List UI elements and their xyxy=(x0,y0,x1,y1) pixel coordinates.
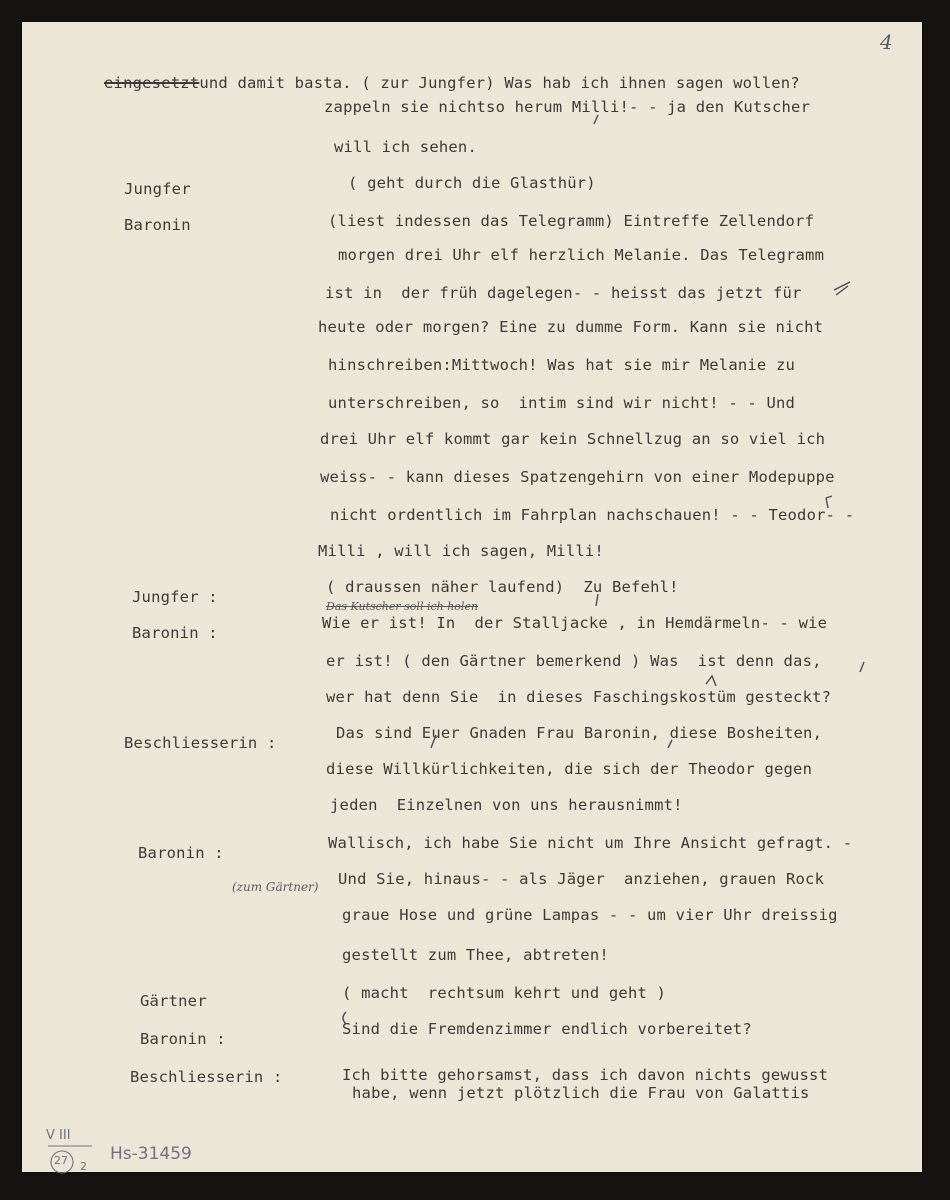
dialogue-line: weiss- - kann dieses Spatzengehirn von einer Modepuppe xyxy=(320,468,835,486)
speaker-name: Jungfer : xyxy=(132,588,218,606)
margin-note: (zum Gärtner) xyxy=(232,880,319,894)
archive-id: Hs-31459 xyxy=(110,1144,192,1164)
dialogue-line: eingesetztund damit basta. ( zur Jungfer) Was hab ich ihnen sagen wollen? xyxy=(104,74,800,92)
dialogue-line: gestellt zum Thee, abtreten! xyxy=(342,946,609,964)
speaker-name: Baronin : xyxy=(138,844,224,862)
dialogue-line: morgen drei Uhr elf herzlich Melanie. Das Telegramm xyxy=(338,246,825,264)
struck-word: eingesetzt xyxy=(104,74,200,92)
dialogue-line: Und Sie, hinaus- - als Jäger anziehen, grauen Rock xyxy=(338,870,825,888)
dialogue-line: Milli , will ich sagen, Milli! xyxy=(318,542,604,560)
speaker-name: Baronin : xyxy=(132,624,218,642)
dialogue-line: hinschreiben:Mittwoch! Was hat sie mir Melanie zu xyxy=(328,356,796,374)
dialogue-line: Das sind Euer Gnaden Frau Baronin, diese Bosheiten, xyxy=(336,724,823,742)
dialogue-line: er ist! ( den Gärtner bemerkend ) Was ist denn das, xyxy=(326,652,822,670)
signature-mark: 2 xyxy=(80,1160,87,1173)
dialogue-line: will ich sehen. xyxy=(334,138,477,156)
dialogue-line: wer hat denn Sie in dieses Faschingskostüm gesteckt? xyxy=(326,688,832,706)
dialogue-line: heute oder morgen? Eine zu dumme Form. Kann sie nicht xyxy=(318,318,824,336)
signature-mark: V III xyxy=(46,1128,71,1143)
dialogue-line: ist in der früh dagelegen- - heisst das jetzt für xyxy=(325,284,802,302)
page-number: 4 xyxy=(880,30,893,54)
signature-mark: 27 xyxy=(54,1154,68,1167)
stage-direction: ( draussen näher laufend) Zu Befehl! xyxy=(326,578,679,596)
dialogue-line: (liest indessen das Telegramm) Eintreffe Zellendorf xyxy=(328,212,815,230)
speaker-name: Jungfer xyxy=(124,180,191,198)
speaker-name: Gärtner xyxy=(140,992,207,1010)
dialogue-line: nicht ordentlich im Fahrplan nachschauen! - - Teodor- - xyxy=(330,506,855,524)
dialogue-line: graue Hose und grüne Lampas - - um vier Uhr dreissig xyxy=(342,906,838,924)
dialogue-line: Sind die Fremdenzimmer endlich vorbereitet? xyxy=(342,1020,752,1038)
dialogue-line: Wallisch, ich habe Sie nicht um Ihre Ansicht gefragt. - xyxy=(328,834,853,852)
dialogue-line: jeden Einzelnen von uns herausnimmt! xyxy=(330,796,683,814)
dialogue-line: drei Uhr elf kommt gar kein Schnellzug an so viel ich xyxy=(320,430,826,448)
stage-direction: ( macht rechtsum kehrt und geht ) xyxy=(342,984,667,1002)
dialogue-line: unterschreiben, so intim sind wir nicht! - - Und xyxy=(328,394,796,412)
dialogue-line: zappeln sie nichtso herum Milli!- - ja den Kutscher xyxy=(324,98,811,116)
speaker-name: Beschliesserin : xyxy=(130,1068,283,1086)
dialogue-line: habe, wenn jetzt plötzlich die Frau von Galattis xyxy=(352,1084,810,1102)
dialogue-line: Ich bitte gehorsamst, dass ich davon nichts gewusst xyxy=(342,1066,829,1084)
stage-direction: ( geht durch die Glasthür) xyxy=(348,174,596,192)
struck-insert: Das Kutscher soll ich holen xyxy=(326,600,479,613)
speaker-name: Baronin : xyxy=(140,1030,226,1048)
speaker-name: Baronin xyxy=(124,216,191,234)
speaker-name: Beschliesserin : xyxy=(124,734,277,752)
dialogue-line: diese Willkürlichkeiten, die sich der Theodor gegen xyxy=(326,760,813,778)
dialogue-line: Wie er ist! In der Stalljacke , in Hemdärmeln- - wie xyxy=(322,614,828,632)
